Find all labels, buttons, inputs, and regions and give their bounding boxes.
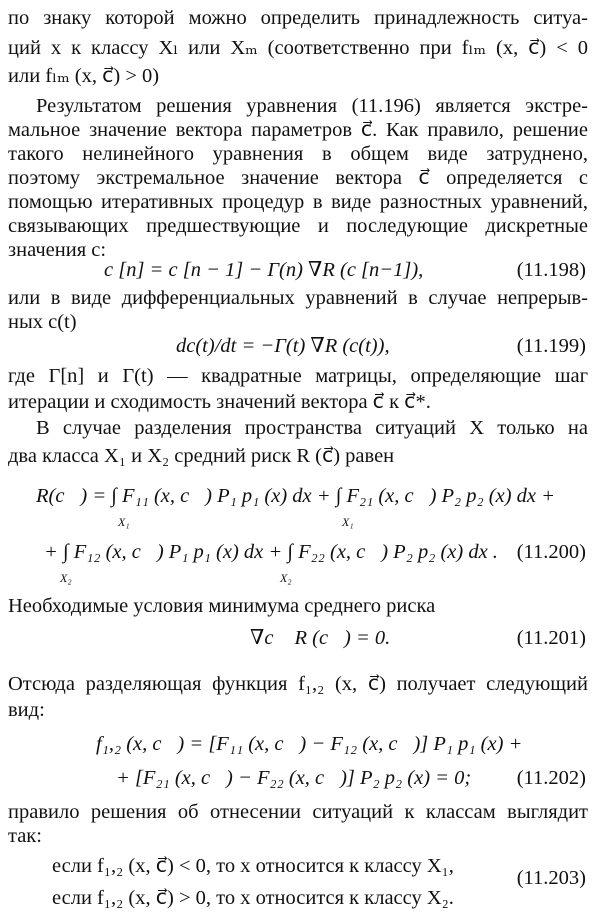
text-line: помощью итеративных процедур в виде разностных уравнений, — [8, 191, 588, 213]
text-line: итерации и сходимость значений вектора c⃗ к c⃗*. — [8, 391, 431, 413]
equation-11-203-line-2: если f₁,₂ (x, c⃗) > 0, то x относится к классу X₂. — [52, 887, 454, 909]
equation-number: (11.202) — [516, 767, 586, 789]
text-line: поэтому экстремальное значение вектора c⃗ определяется с — [8, 167, 588, 189]
equation-11-202-line-2: + [F₂₁ (x, c⃗) − F₂₂ (x, c⃗)] P₂ p₂ (x) = 0; — [116, 767, 472, 789]
text-line: правило решения об отнесении ситуаций к классам выглядит — [8, 801, 588, 823]
text-line: значения c: — [8, 239, 107, 261]
equation-number: (11.200) — [516, 541, 586, 563]
text-line: мальное значение вектора параметров c⃗. Как правило, решение — [8, 119, 588, 141]
equation-11-198: c [n] = c [n − 1] − Γ(n) ∇R (c [n−1]), — [104, 259, 424, 281]
equation-11-200-line-1: R(c⃗) = ∫ F₁₁ (x, c⃗) P₁ p₁ (x) dx + ∫ F₂₁ (x, c⃗) P₂ p₂ (x) dx + — [36, 485, 555, 507]
text-line: ных c(t) — [8, 311, 77, 333]
text-line: по знаку которой можно определить принадлежность ситуа- — [8, 7, 588, 29]
equation-number: (11.201) — [516, 627, 586, 649]
text-line: Результатом решения уравнения (11.196) является экстре- — [36, 95, 588, 117]
text-line: В случае разделения пространства ситуаций X только на — [36, 417, 588, 439]
equation-11-201: ∇c⃗ R (c⃗) = 0. — [250, 627, 391, 649]
text-line: вид: — [8, 699, 45, 721]
text-line: такого нелинейного уравнения в общем виде затруднено, — [8, 143, 588, 165]
equation-11-202-line-1: f₁,₂ (x, c⃗) = [F₁₁ (x, c⃗) − F₁₂ (x, c⃗)] P₁ p₁ (x) + — [96, 733, 523, 755]
equation-number: (11.203) — [516, 867, 586, 889]
text-line: где Γ[n] и Γ(t) — квадратные матрицы, определяющие шаг — [8, 365, 588, 387]
text-line: Отсюда разделяющая функция f₁,₂ (x, c⃗) получает следующий — [8, 673, 588, 695]
text-line: два класса X₁ и X₂ средний риск R (c⃗) равен — [8, 445, 395, 467]
text-line: так: — [8, 825, 42, 847]
text-line: связывающих предшествующие и последующие дискретные — [8, 215, 588, 237]
integral-subscript: X₂ — [60, 571, 72, 585]
equation-11-199: dc(t)/dt = −Γ(t) ∇R (c(t)), — [176, 335, 390, 357]
text-line: ций x к классу Xₗ или Xₘ (соответственно при fₗₘ (x, c⃗) < 0 — [8, 37, 588, 59]
integral-subscript: X₂ — [280, 571, 292, 585]
text-line: или fₗₘ (x, c⃗) > 0) — [8, 65, 160, 87]
integral-subscript: X₁ — [342, 515, 354, 529]
text-line: или в виде дифференциальных уравнений в случае непрерыв- — [8, 287, 588, 309]
text-line: Необходимые условия минимума среднего риска — [8, 595, 436, 617]
integral-subscript: X₁ — [118, 515, 130, 529]
equation-number: (11.198) — [516, 259, 586, 281]
equation-number: (11.199) — [516, 335, 586, 357]
equation-11-203-line-1: если f₁,₂ (x, c⃗) < 0, то x относится к классу X₁, — [52, 855, 454, 877]
equation-11-200-line-2: + ∫ F₁₂ (x, c⃗) P₁ p₁ (x) dx + ∫ F₂₂ (x, c⃗) P₂ p₂ (x) dx . — [44, 541, 498, 563]
